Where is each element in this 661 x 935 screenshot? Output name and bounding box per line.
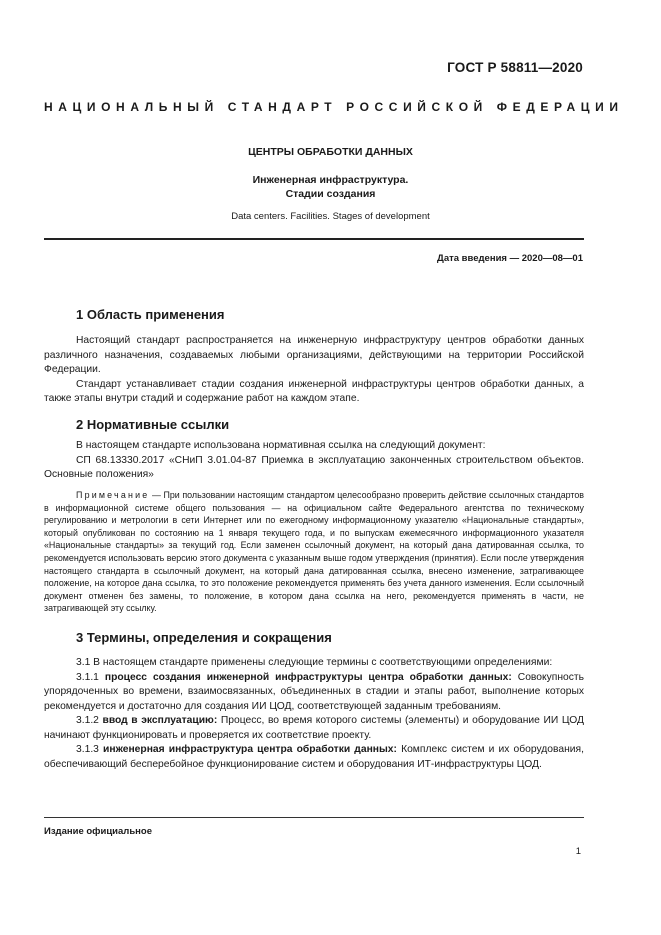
section-1-paragraph-2: Стандарт устанавливает стадии создания инженерной инфраструктуры центров обработки данных, а также этапы внутри стадий и содержание работ на каждом этапе. [44, 378, 584, 404]
term-name: ввод в эксплуатацию: [102, 715, 218, 726]
official-edition-label: Издание официальное [44, 826, 152, 837]
document-title: ЦЕНТРЫ ОБРАБОТКИ ДАННЫХ [248, 146, 413, 158]
page-number: 1 [575, 846, 581, 857]
section-1-heading: 1 Область применения [76, 307, 225, 322]
term-3-1-3 [44, 743, 584, 772]
introduction-date: Дата введения — 2020—08—01 [437, 253, 583, 264]
note-block [44, 489, 584, 615]
english-title: Data centers. Facilities. Stages of development [231, 211, 430, 222]
subtitle-line-1: Инженерная инфраструктура. [252, 174, 409, 186]
national-standard-heading: НАЦИОНАЛЬНЫЙ СТАНДАРТ РОССИЙСКОЙ ФЕДЕРАЦИИ [44, 100, 624, 114]
term-name: инженерная инфраструктура центра обработки данных: [103, 744, 397, 755]
section-2-body [44, 439, 584, 483]
title-divider [44, 238, 584, 240]
note-paragraph [44, 489, 584, 615]
section-3-heading: 3 Термины, определения и сокращения [76, 630, 332, 645]
section-1-paragraph-1: Настоящий стандарт распространяется на инженерную инфраструктуру центров обработки данных различного назначения, создаваемых любыми организациями, действующими на территории Российской Федерации. [44, 335, 584, 375]
section-2-heading: 2 Нормативные ссылки [76, 417, 230, 432]
section-1-body [44, 334, 584, 407]
term-name: процесс создания инженерной инфраструктуры центра обработки данных: [104, 671, 512, 683]
section-2-paragraph-1: В настоящем стандарте использована нормативная ссылка на следующий документ: [76, 440, 486, 451]
footer-divider [44, 817, 584, 818]
note-text: — При пользовании настоящим стандартом целесообразно проверить действие ссылочных стандартов в информационной системе общего пользования — на официальном сайте Федерального агентства по техническому регулированию и метрологии в сети Интернет или по ежегодному информационному указателю «Национальные стандарты», который опубликован по состоянию на 1 января текущего года, и по выпускам ежемесячного информационного указателя «Национальные стандарты» за текущий год. Если заменен ссылочный документ, на который дана датированная ссылка, то рекомендуется использовать версию этого документа с указанным выше годом утверждения (принятия). Если после утверждения настоящего стандарта в ссылочный документ, на который дана датированная ссылка, внесено изменение, затрагивающее положение, на которое дана ссылка, то это положение рекомендуется применять без учета данного изменения. Если ссылочный документ отменен без замены, то положение, в котором дана ссылка на него, рекомендуется применять в части, не затрагивающей эту ссылку. [44, 490, 584, 614]
term-number: 3.1.1 [76, 671, 105, 683]
term-number: 3.1.2 [76, 715, 103, 726]
document-subtitle [0, 173, 661, 201]
term-number: 3.1.3 [76, 744, 104, 755]
normative-reference: СП 68.13330.2017 «СНиП 3.01.04-87 Приемка в эксплуатацию законченных строительством объектов. Основные положения» [44, 454, 584, 480]
standard-number: ГОСТ Р 58811—2020 [447, 60, 583, 75]
note-label: Примечание [76, 490, 150, 500]
section-3-paragraph-1: 3.1 В настоящем стандарте применены следующие термины с соответствующими определениями: [76, 657, 553, 668]
term-3-1-1 [44, 671, 584, 715]
term-definition: Комплекс систем и их оборудования, обеспечивающий бесперебойное функционирование систем и оборудования ИТ-инфраструктуры ЦОД. [44, 744, 584, 770]
term-definition: Процесс, во время которого системы (элементы) и оборудование ИИ ЦОД начинают функционировать и проверяется их соответствие проекту. [44, 715, 585, 741]
section-3-body [44, 656, 584, 772]
term-definition: Совокупность упорядоченных во времени, взаимосвязанных, объединенных в стадии и этапы работ, выполнение которых рекомендуется и достаточно для создания ИИ ЦОД, соответствующей заданным требованиям. [44, 671, 585, 712]
subtitle-line-2: Стадии создания [285, 188, 376, 200]
term-3-1-2 [44, 714, 584, 743]
